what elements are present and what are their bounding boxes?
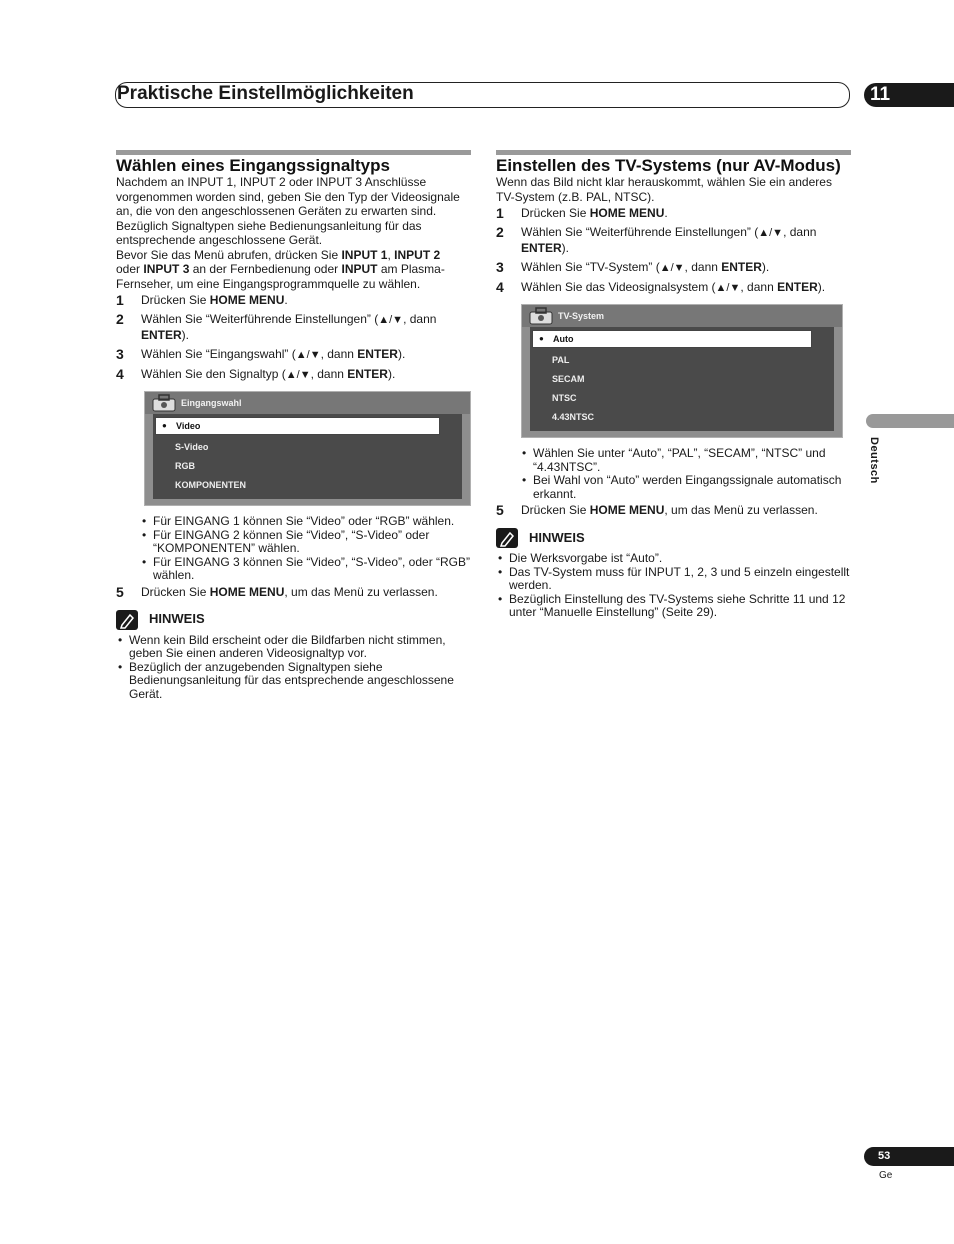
page-title: Praktische Einstellmöglichkeiten xyxy=(117,83,414,104)
bullet-list xyxy=(140,515,471,583)
language-tab xyxy=(866,414,954,428)
bullet-item: • Bei Wahl von “Auto” werden Eingangssignale automatisch erkannt. xyxy=(520,474,851,501)
bullet-item: • Wählen Sie unter “Auto”, “PAL”, “SECAM”, “NTSC” und “4.43NTSC”. xyxy=(520,447,851,474)
menu-option[interactable]: S-Video xyxy=(175,442,209,452)
menu-option-selected[interactable]: ● Video xyxy=(155,417,440,435)
note-list xyxy=(116,634,471,702)
up-down-arrows-icon: ▲/▼ xyxy=(285,369,311,381)
up-down-arrows-icon: ▲/▼ xyxy=(378,314,404,326)
step-list-final xyxy=(116,585,471,600)
step-item: 1 Drücken Sie HOME MENU. xyxy=(496,205,668,221)
step-list xyxy=(116,293,471,383)
step-item: 2 Wählen Sie “Weiterführende Einstellungen” (▲/▼, dann ENTER). xyxy=(496,224,817,255)
up-down-arrows-icon: ▲/▼ xyxy=(659,262,685,274)
step-item: 2 Wählen Sie “Weiterführende Einstellungen” (▲/▼, dann ENTER). xyxy=(116,311,437,342)
up-down-arrows-icon: ▲/▼ xyxy=(295,349,321,361)
page-language-code: Ge xyxy=(879,1170,893,1181)
menu-option-selected[interactable]: ● Auto xyxy=(532,330,812,348)
menu-screen-tv-system xyxy=(521,304,843,438)
pencil-note-icon xyxy=(116,610,138,630)
chapter-number: 11 xyxy=(864,83,954,107)
menu-title: TV-System xyxy=(558,311,605,321)
menu-option[interactable]: KOMPONENTEN xyxy=(175,480,247,490)
step-item: 5 Drücken Sie HOME MENU, um das Menü zu verlassen. xyxy=(116,583,438,600)
up-down-arrows-icon: ▲/▼ xyxy=(715,282,741,294)
step-item: 4 Wählen Sie den Signaltyp (▲/▼, dann ENTER). xyxy=(116,366,396,382)
note-item: • Das TV-System muss für INPUT 1, 2, 3 und 5 einzeln eingestellt werden. xyxy=(496,566,851,593)
step-item: 3 Wählen Sie “TV-System” (▲/▼, dann ENTER). xyxy=(496,259,770,275)
menu-option[interactable]: 4.43NTSC xyxy=(552,412,595,422)
menu-options xyxy=(153,414,462,499)
menu-option[interactable]: PAL xyxy=(552,355,570,365)
step-list xyxy=(496,206,851,296)
menu-option[interactable]: SECAM xyxy=(552,374,585,384)
note-item: • Die Werksvorgabe ist “Auto”. xyxy=(496,552,851,566)
note-list xyxy=(496,552,851,620)
menu-title: Eingangswahl xyxy=(181,398,242,408)
note-header xyxy=(116,610,471,630)
bullet-item: • Für EINGANG 2 können Sie “Video”, “S-Video” oder “KOMPONENTEN” wählen. xyxy=(140,529,471,556)
menu-screen-eingangswahl xyxy=(144,391,471,506)
step-item: 1 Drücken Sie HOME MENU. xyxy=(116,292,288,308)
note-title: HINWEIS xyxy=(529,529,585,545)
bullet-list xyxy=(520,447,851,501)
intro-paragraph: Nachdem an INPUT 1, INPUT 2 oder INPUT 3 Anschlüsse vorgenommen worden sind, geben Sie den Typ der Videosignale an, die von den angeschlossenen Geräten zu erwarten sind. Bezüglich Signaltypen siehe Bedienungsanleitung für das entsprechende angeschlossene Gerät. xyxy=(116,175,460,247)
right-section xyxy=(496,150,851,620)
note-item: • Bezüglich der anzugebenden Signaltypen siehe Bedienungsanleitung für das entsprechende angeschlossene Gerät. xyxy=(116,661,471,702)
section-rule xyxy=(116,150,471,155)
bullet-item: • Für EINGANG 3 können Sie “Video”, “S-Video”, oder “RGB” wählen. xyxy=(140,556,471,583)
left-section xyxy=(116,150,471,701)
toolbox-icon xyxy=(151,393,177,413)
page-number: 53 xyxy=(864,1147,954,1166)
step-item: 5 Drücken Sie HOME MENU, um das Menü zu verlassen. xyxy=(496,502,818,518)
intro-paragraph-2: Bevor Sie das Menü abrufen, drücken Sie INPUT 1, INPUT 2 oder INPUT 3 an der Fernbedienung oder INPUT am Plasma-Fernseher, um eine Eingangsprogrammquelle zu wählen. xyxy=(116,247,445,291)
toolbox-icon xyxy=(528,306,554,326)
pencil-note-icon xyxy=(496,528,518,548)
step-item: 4 Wählen Sie das Videosignalsystem (▲/▼, dann ENTER). xyxy=(496,279,826,295)
language-label: Deutsch xyxy=(868,437,880,484)
note-header xyxy=(496,528,851,548)
section-heading: Einstellen des TV-Systems (nur AV-Modus) xyxy=(496,156,841,175)
bullet-item: • Für EINGANG 1 können Sie “Video” oder “RGB” wählen. xyxy=(140,515,471,529)
menu-option[interactable]: NTSC xyxy=(552,393,577,403)
section-heading: Wählen eines Eingangssignaltyps xyxy=(116,156,390,175)
menu-option[interactable]: RGB xyxy=(175,461,195,471)
note-item: • Bezüglich Einstellung des TV-Systems siehe Schritte 11 und 12 unter “Manuelle Einstellung” (Seite 29). xyxy=(496,593,851,620)
note-title: HINWEIS xyxy=(149,611,205,627)
step-item: 3 Wählen Sie “Eingangswahl” (▲/▼, dann ENTER). xyxy=(116,346,406,362)
note-item: • Wenn kein Bild erscheint oder die Bildfarben nicht stimmen, geben Sie einen anderen Videosignaltyp vor. xyxy=(116,634,471,661)
menu-options xyxy=(530,327,834,431)
section-rule xyxy=(496,150,851,155)
intro-paragraph: Wenn das Bild nicht klar herauskommt, wählen Sie ein anderes TV-System (z.B. PAL, NTSC). xyxy=(496,175,832,204)
step-list-final xyxy=(496,503,851,518)
up-down-arrows-icon: ▲/▼ xyxy=(758,227,784,239)
